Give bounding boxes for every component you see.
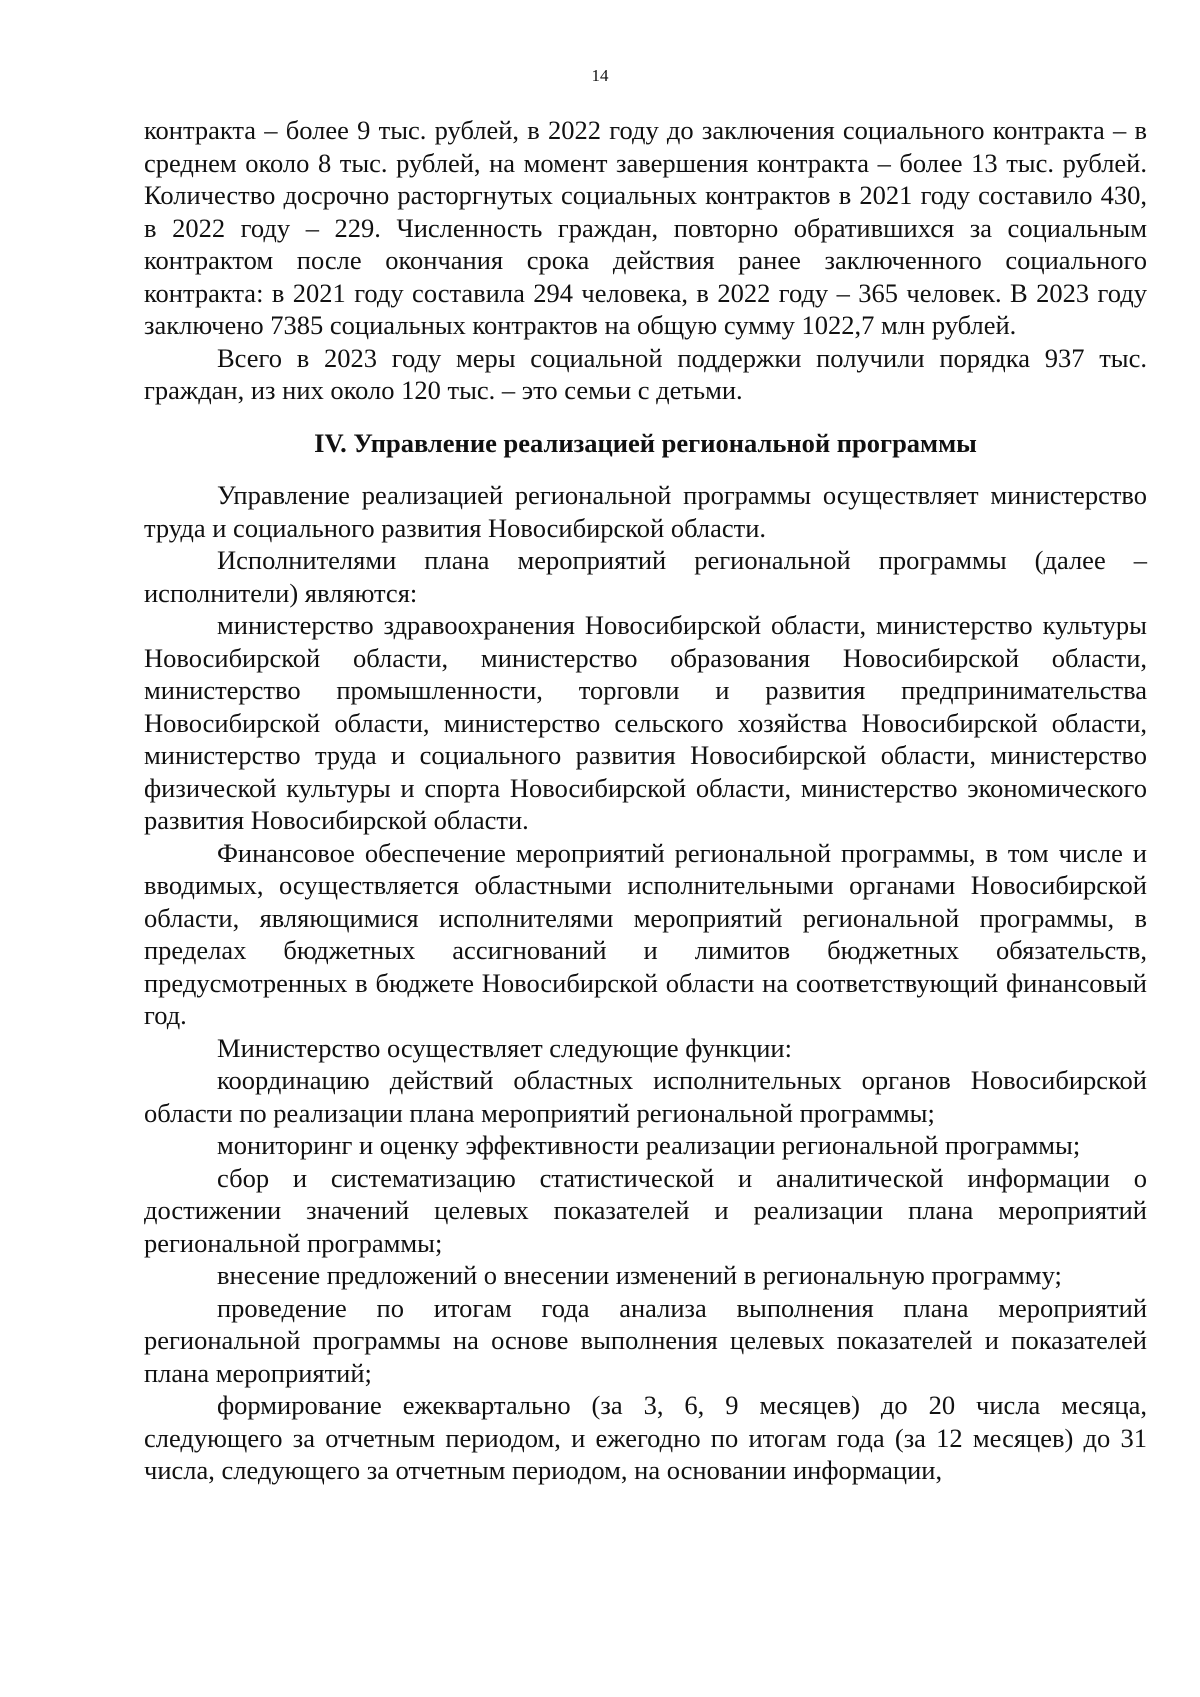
list-item: формирование ежеквартально (за 3, 6, 9 месяцев) до 20 числа месяца, следующего за отчетным периодом, и ежегодно по итогам года (за 12 месяцев) до 31 числа, следующего за отчетным периодом, на основании информации, bbox=[144, 1390, 1147, 1485]
list-item: мониторинг и оценку эффективности реализации региональной программы; bbox=[217, 1130, 1081, 1160]
document-body bbox=[144, 114, 1147, 1487]
paragraph: Исполнителями плана мероприятий региональной программы (далее – исполнители) являются: bbox=[144, 545, 1147, 608]
paragraph: Всего в 2023 году меры социальной поддержки получили порядка 937 тыс. граждан, из них около 120 тыс. – это семьи с детьми. bbox=[144, 342, 1147, 405]
paragraph: Министерство осуществляет следующие функции: bbox=[217, 1032, 792, 1063]
paragraph: Финансовое обеспечение мероприятий региональной программы, в том числе и вводимых, осуществляется областными исполнительными органами Новосибирской области, являющимися исполнителями мероприятий региональной программы, в пределах бюджетных ассигнований и лимитов бюджетных обязательств, предусмотренных в бюджете Новосибирской области на соответствующий финансовый год. bbox=[144, 837, 1147, 1030]
paragraph-continuation: контракта – более 9 тыс. рублей, в 2022 году до заключения социального контракта – в среднем около 8 тыс. рублей, на момент завершения контракта – более 13 тыс. рублей. Количество досрочно расторгнутых социальных контрактов в 2021 году составило 430, в 2022 году – 229. Численность граждан, повторно обратившихся за социальным контрактом после окончания срока действия ранее заключенного социального контракта: в 2021 году составила 294 человека, в 2022 году – 365 человек. В 2023 году заключено 7385 социальных контрактов на общую сумму 1022,7 млн рублей. bbox=[144, 115, 1147, 340]
list-item: внесение предложений о внесении изменений в региональную программу; bbox=[217, 1260, 1062, 1290]
paragraph: Управление реализацией региональной программы осуществляет министерство труда и социального развития Новосибирской области. bbox=[144, 480, 1147, 543]
section-heading: IV. Управление реализацией региональной программы bbox=[314, 427, 977, 458]
list-item: координацию действий областных исполнительных органов Новосибирской области по реализации плана мероприятий региональной программы; bbox=[144, 1065, 1147, 1128]
page-number: 14 bbox=[591, 66, 609, 85]
list-item: проведение по итогам года анализа выполнения плана мероприятий региональной программы на основе выполнения целевых показателей и показателей плана мероприятий; bbox=[144, 1292, 1147, 1388]
list-item: сбор и систематизацию статистической и аналитической информации о достижении значений целевых показателей и реализации плана мероприятий региональной программы; bbox=[144, 1162, 1147, 1258]
paragraph: министерство здравоохранения Новосибирской области, министерство культуры Новосибирской области, министерство образования Новосибирской области, министерство промышленности, торговли и развития предпринимательства Новосибирской области, министерство сельского хозяйства Новосибирской области, министерство труда и социального развития Новосибирской области, министерство физической культуры и спорта Новосибирской области, министерство экономического развития Новосибирской области. bbox=[144, 610, 1147, 835]
